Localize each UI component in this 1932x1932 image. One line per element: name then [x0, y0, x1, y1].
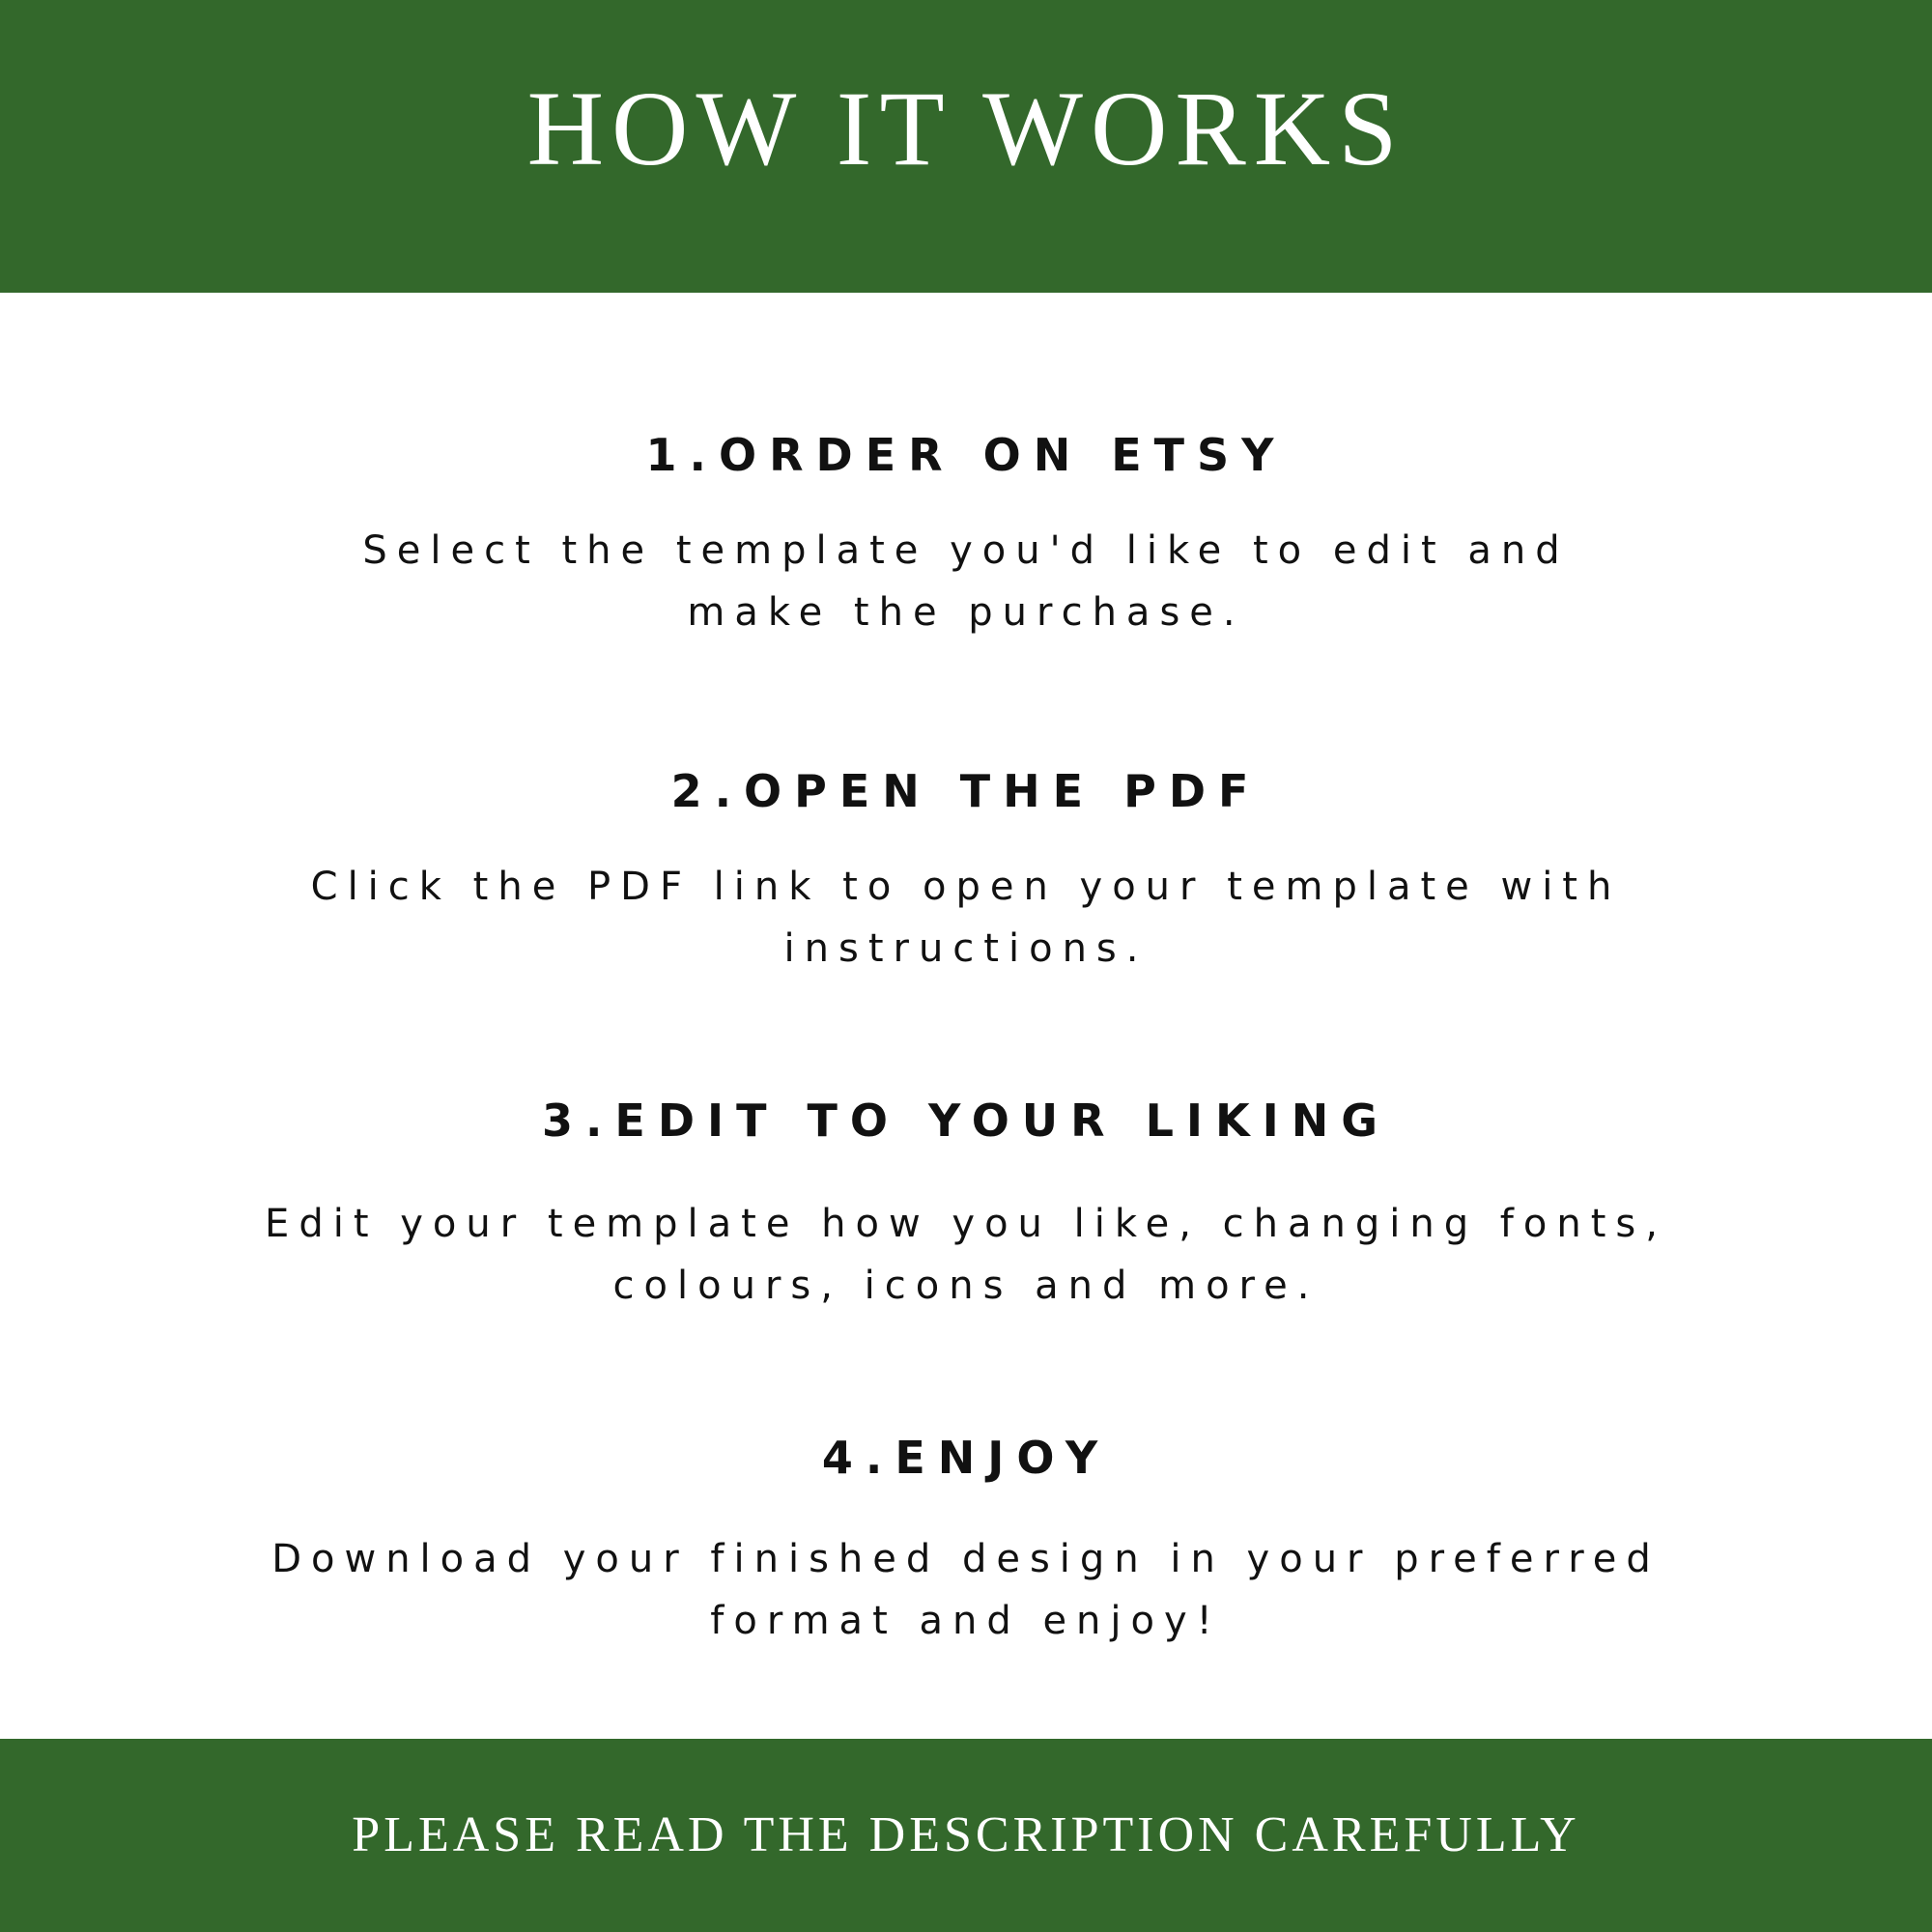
step-description-line: make the purchase.: [687, 590, 1245, 635]
step-description-line: instructions.: [783, 926, 1149, 971]
header-band: [0, 0, 1932, 293]
step-description-line: Select the template you'd like to edit and: [362, 528, 1570, 573]
step-description: [97, 856, 1835, 980]
step-description-line: format and enjoy!: [710, 1599, 1222, 1643]
footer-notice: PLEASE READ THE DESCRIPTION CAREFULLY: [352, 1807, 1580, 1862]
step-heading: 3.EDIT TO YOUR LIKING: [541, 1094, 1391, 1147]
steps-list: [0, 293, 1932, 1739]
step-description-line: Download your finished design in your preferred: [271, 1537, 1661, 1581]
step-heading: 2.OPEN THE PDF: [670, 765, 1262, 817]
step-heading: 4.ENJOY: [821, 1432, 1111, 1484]
step-description: [97, 1528, 1835, 1652]
step-heading: 1.ORDER ON ETSY: [645, 429, 1287, 481]
step-description-line: Click the PDF link to open your template with: [310, 865, 1622, 909]
page-title: HOW IT WORKS: [526, 69, 1406, 187]
step-description: [97, 1193, 1835, 1317]
footer-band: [0, 1739, 1932, 1932]
step-description-line: Edit your template how you like, changing fonts,: [265, 1202, 1667, 1246]
step-description: [97, 520, 1835, 643]
step-description-line: colours, icons and more.: [612, 1264, 1320, 1308]
